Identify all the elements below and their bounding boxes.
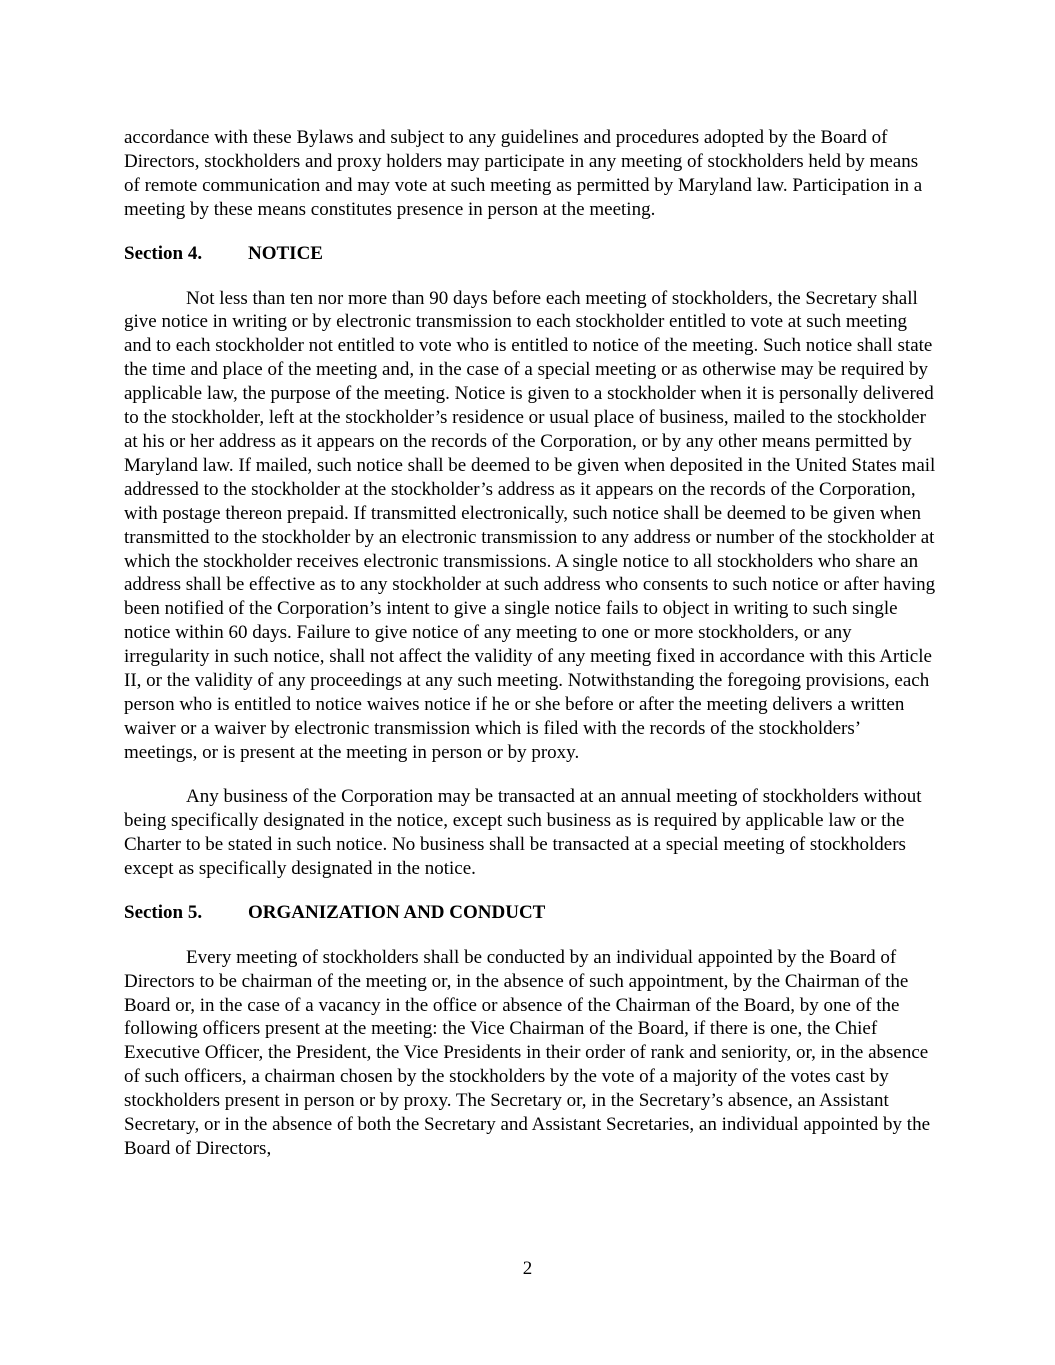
section-5-heading — [124, 901, 936, 925]
intro-paragraph: accordance with these Bylaws and subject to any guidelines and procedures adopted by the Board of Directors, stockholders and proxy holders may participate in any meeting of stockholders held by means of remote communication and may vote at such meeting as permitted by Maryland law. Participation in a meeting by these means constitutes presence in person at the meeting. — [124, 127, 923, 220]
document-page — [124, 126, 936, 1161]
section-4-number: Section 4. — [124, 243, 203, 265]
section-4-paragraph-2: Any business of the Corporation may be transacted at an annual meeting of stockholders without being specifically designated in the notice, except such business as is required by applicable law or the Charter to be stated in such notice. No business shall be transacted at a special meeting of stockholders except as specifically designated in the notice. — [124, 786, 922, 879]
section-5-number: Section 5. — [124, 902, 203, 924]
section-4-title: NOTICE — [248, 243, 323, 265]
section-5-title: ORGANIZATION AND CONDUCT — [248, 902, 546, 924]
page-number: 2 — [522, 1258, 533, 1279]
section-4-heading — [124, 242, 936, 266]
section-5-paragraph-1: Every meeting of stockholders shall be conducted by an individual appointed by the Board of Directors to be chairman of the meeting or, in the absence of such appointment, by the Chairman of the Board or, in the case of a vacancy in the office or absence of the Chairman of the Board, by one of the following officers present at the meeting: the Vice Chairman of the Board, if there is one, the Chief Executive Officer, the President, the Vice Presidents in their order of rank and seniority, or, in the absence of such officers, a chairman chosen by the stockholders by the vote of a majority of the votes cast by stockholders present in person or by proxy. The Secretary or, in the Secretary’s absence, an Assistant Secretary, or in the absence of both the Secretary and Assistant Secretaries, an individual appointed by the Board of Directors, — [124, 946, 931, 1159]
section-4-paragraph-1: Not less than ten nor more than 90 days before each meeting of stockholders, the Secretary shall give notice in writing or by electronic transmission to each stockholder entitled to vote at such meeting and to each stockholder not entitled to vote who is entitled to notice of the meeting. Such notice shall state the time and place of the meeting and, in the case of a special meeting or as otherwise may be required by applicable law, the purpose of the meeting. Notice is given to a stockholder when it is personally delivered to the stockholder, left at the stockholder’s residence or usual place of business, mailed to the stockholder at his or her address as it appears on the records of the Corporation, or by any other means permitted by Maryland law. If mailed, such notice shall be deemed to be given when deposited in the United States mail addressed to the stockholder at the stockholder’s address as it appears on the records of the Corporation, with postage thereon prepaid. If transmitted electronically, such notice shall be deemed to be given when transmitted to the stockholder by an electronic transmission to any address or number of the stockholder at which the stockholder receives electronic transmissions. A single notice to all stockholders who share an address shall be effective as to any stockholder at such address who consents to such notice or after having been notified of the Corporation’s intent to give a single notice fails to object in writing to such single notice within 60 days. Failure to give notice of any meeting to one or more stockholders, or any irregularity in such notice, shall not affect the validity of any meeting fixed in accordance with this Article II, or the validity of any proceedings at any such meeting. Notwithstanding the foregoing provisions, each person who is entitled to notice waives notice if he or she before or after the meeting delivers a written waiver or a waiver by electronic transmission which is filed with the records of the stockholders’ meetings, or is present at the meeting in person or by proxy. — [124, 287, 936, 763]
